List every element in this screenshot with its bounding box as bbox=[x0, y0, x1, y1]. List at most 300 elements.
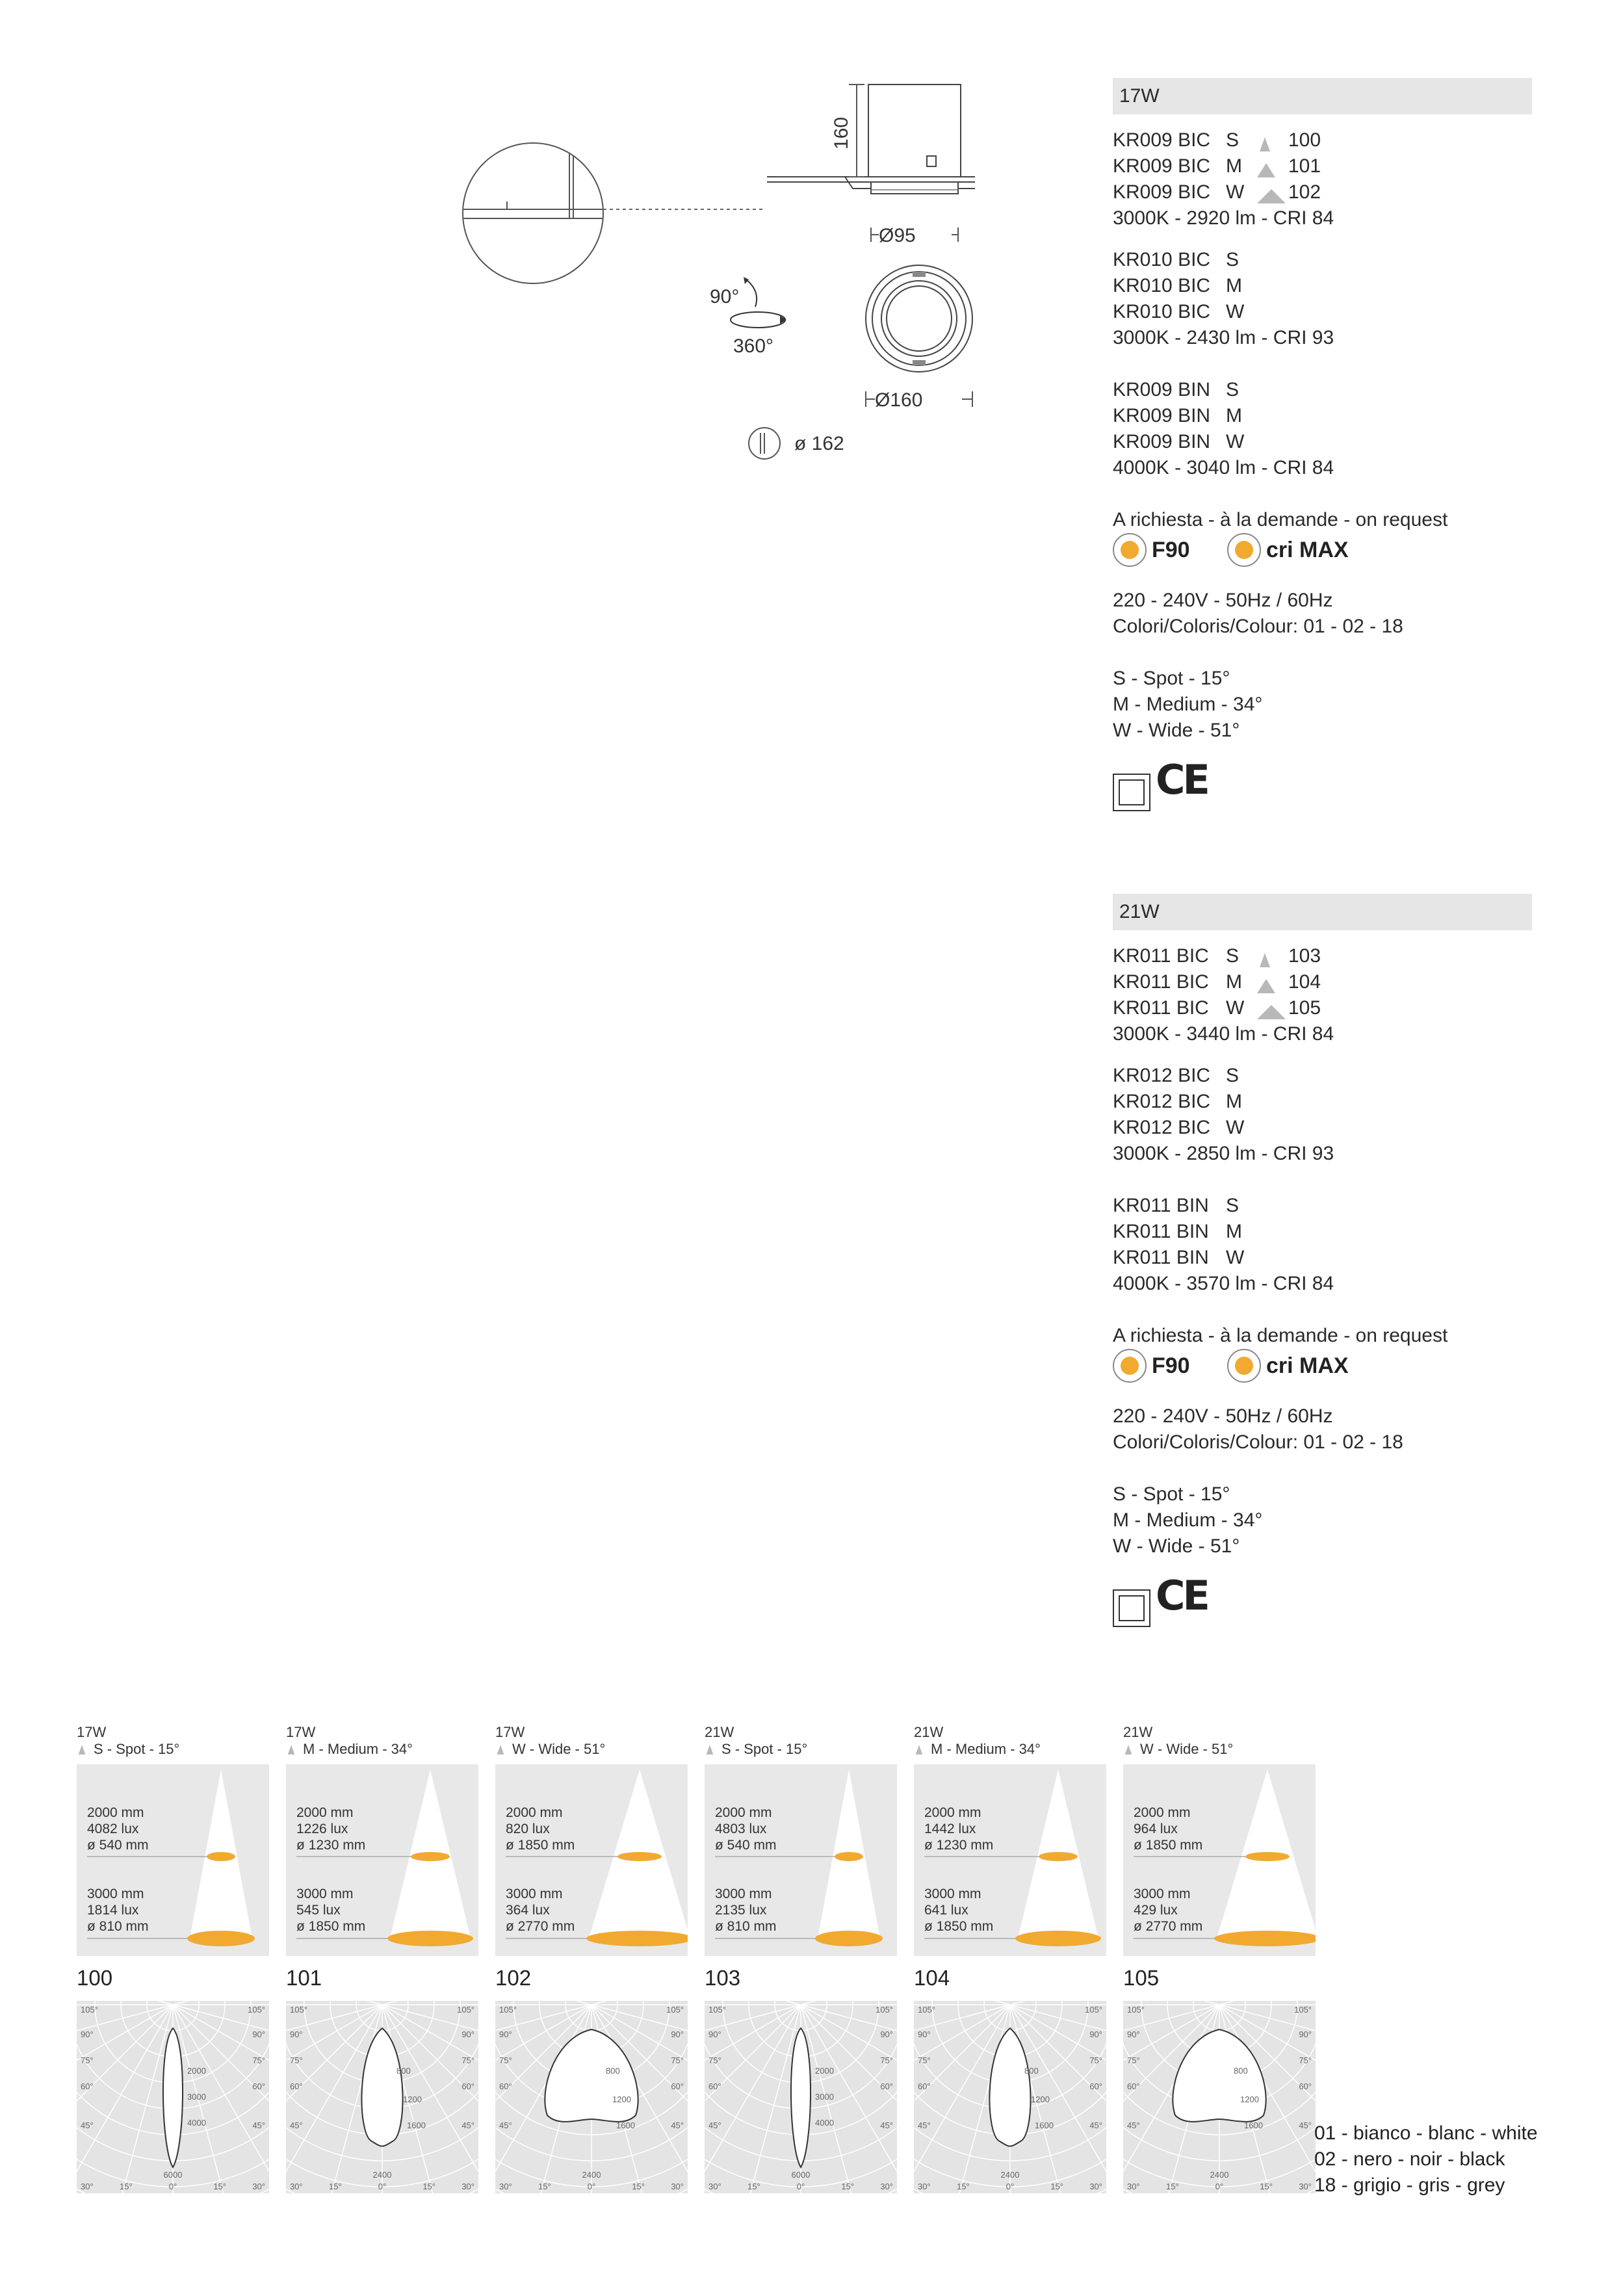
ring-label: 800 bbox=[396, 2066, 411, 2076]
polar-grid bbox=[286, 2001, 478, 2193]
distance-2000 bbox=[924, 1805, 993, 1853]
product-code-row bbox=[1113, 1115, 1532, 1141]
angle-label: 45° bbox=[671, 2120, 684, 2130]
beam-letter: S bbox=[1226, 1065, 1240, 1086]
ring-label: 1600 bbox=[616, 2120, 635, 2130]
angle-label: 105° bbox=[1294, 2005, 1312, 2015]
angle-label: 105° bbox=[666, 2005, 684, 2015]
light-spot bbox=[815, 1931, 883, 1946]
lumen-info: 3000K - 2430 lm - CRI 93 bbox=[1113, 327, 1334, 348]
ring-label: 2400 bbox=[582, 2170, 601, 2180]
angle-label: 45° bbox=[1299, 2120, 1312, 2130]
ring-label: 6000 bbox=[791, 2170, 811, 2180]
angle-label: 60° bbox=[708, 2081, 721, 2091]
product-code-row bbox=[1113, 1219, 1532, 1245]
polar-diagram bbox=[495, 2001, 688, 2193]
ce-mark-icon: CE bbox=[1156, 1572, 1208, 1619]
angle-label: 75° bbox=[671, 2055, 684, 2065]
angle-label: 45° bbox=[1089, 2120, 1102, 2130]
product-code-row bbox=[1113, 153, 1532, 179]
angle-label: 105° bbox=[918, 2005, 935, 2015]
angle-label: 15° bbox=[957, 2182, 970, 2191]
polar-grid bbox=[1123, 2001, 1316, 2193]
product-code: KR009 BIC bbox=[1113, 129, 1211, 151]
photometric-value: 3000 mm bbox=[924, 1886, 981, 1901]
option-dot-icon bbox=[1227, 1349, 1261, 1383]
ring-label: 3000 bbox=[187, 2092, 206, 2102]
product-code-row bbox=[1113, 1245, 1532, 1271]
photometric-value: ø 1230 mm bbox=[296, 1838, 366, 1853]
product-code: KR010 BIC bbox=[1113, 301, 1211, 322]
light-cone-panel bbox=[1123, 1764, 1316, 1956]
curve-code: 102 bbox=[495, 1966, 532, 1990]
photometric-value: ø 1850 mm bbox=[1134, 1838, 1203, 1853]
photometric-value: ø 1230 mm bbox=[924, 1838, 994, 1853]
beam-label: S - Spot - 15° bbox=[721, 1741, 808, 1757]
product-code-row bbox=[1113, 1089, 1532, 1115]
curve-ref: 102 bbox=[1288, 181, 1321, 203]
angle-label: 30° bbox=[290, 2182, 303, 2191]
beam-icon-wrap bbox=[286, 1742, 296, 1758]
angle-label: 105° bbox=[1127, 2005, 1145, 2015]
beam-letter: M bbox=[1226, 1091, 1242, 1112]
product-code-row bbox=[1113, 429, 1532, 455]
distance-3000 bbox=[296, 1886, 365, 1935]
photometric-value: 641 lux bbox=[924, 1903, 968, 1918]
column-beam bbox=[495, 1741, 688, 1758]
distance-3000 bbox=[506, 1886, 575, 1935]
photometric-value: 3000 mm bbox=[1134, 1886, 1191, 1901]
curve-code: 104 bbox=[914, 1966, 950, 1990]
ring-label: 2400 bbox=[1210, 2170, 1229, 2180]
distance-3000 bbox=[1134, 1886, 1202, 1935]
angle-label: 75° bbox=[499, 2055, 512, 2065]
photometry-column bbox=[705, 1724, 897, 2191]
polar-diagram bbox=[77, 2001, 269, 2193]
option-cri-max bbox=[1227, 1349, 1349, 1383]
product-code: KR012 BIC bbox=[1113, 1065, 1211, 1086]
ring-label: 2000 bbox=[187, 2066, 206, 2076]
product-code-row bbox=[1113, 127, 1532, 153]
photometric-value: 2000 mm bbox=[87, 1805, 144, 1820]
class-ii-icon bbox=[1113, 1589, 1150, 1627]
column-beam bbox=[914, 1741, 1106, 1758]
spacer bbox=[1113, 231, 1532, 247]
angle-label: 60° bbox=[671, 2081, 684, 2091]
polar-diagram bbox=[705, 2001, 897, 2193]
intensity-curve bbox=[791, 2028, 811, 2167]
angle-label: 15° bbox=[329, 2182, 342, 2191]
angle-label: 75° bbox=[252, 2055, 265, 2065]
colour-legend bbox=[1314, 2120, 1538, 2198]
ring-label: 1200 bbox=[1031, 2094, 1050, 2104]
distance-2000 bbox=[715, 1805, 777, 1853]
intensity-curve bbox=[163, 2028, 183, 2167]
photometry-column bbox=[914, 1724, 1106, 2191]
product-code-row bbox=[1113, 969, 1532, 995]
photometry-column bbox=[77, 1724, 269, 2191]
photometric-value: ø 2770 mm bbox=[1134, 1919, 1203, 1934]
ring-label: 1200 bbox=[403, 2094, 422, 2104]
angle-label: 30° bbox=[461, 2182, 474, 2191]
product-code: KR010 BIC bbox=[1113, 249, 1211, 270]
column-beam bbox=[705, 1741, 897, 1758]
spacer bbox=[1113, 1388, 1532, 1403]
curve-code: 100 bbox=[77, 1966, 113, 1990]
photometric-value: 1226 lux bbox=[296, 1821, 348, 1836]
light-cone-panel bbox=[705, 1764, 897, 1956]
option-dot-icon bbox=[1113, 533, 1147, 567]
photometric-value: 4803 lux bbox=[715, 1821, 767, 1836]
angle-label: 105° bbox=[499, 2005, 517, 2015]
angle-label: 45° bbox=[880, 2120, 893, 2130]
option-f90 bbox=[1113, 533, 1190, 567]
column-power: 21W bbox=[1123, 1724, 1153, 1740]
photometric-value: 820 lux bbox=[506, 1821, 550, 1836]
option-label: F90 bbox=[1152, 538, 1190, 562]
beam-letter: W bbox=[1226, 1117, 1245, 1138]
light-spot bbox=[187, 1931, 255, 1946]
column-power: 17W bbox=[495, 1724, 525, 1740]
photometry-column bbox=[286, 1724, 478, 2191]
lumen-info: 3000K - 3440 lm - CRI 84 bbox=[1113, 1023, 1334, 1045]
option-label: F90 bbox=[1152, 1353, 1190, 1378]
angle-label: 105° bbox=[290, 2005, 307, 2015]
ring-label: 4000 bbox=[815, 2118, 834, 2128]
photometric-value: ø 1850 mm bbox=[506, 1838, 575, 1853]
light-cone-panel bbox=[77, 1764, 269, 1956]
intensity-curve bbox=[361, 2028, 402, 2146]
angle-label: 60° bbox=[252, 2081, 265, 2091]
beam-label: S - Spot - 15° bbox=[94, 1741, 180, 1757]
column-power: 21W bbox=[914, 1724, 944, 1740]
beam-letter: M bbox=[1226, 971, 1242, 993]
angle-label: 90° bbox=[290, 2029, 303, 2039]
ring-label: 2400 bbox=[372, 2170, 392, 2180]
curve-code: 103 bbox=[705, 1966, 741, 1990]
option-cri-max bbox=[1227, 533, 1349, 567]
product-code-row bbox=[1113, 995, 1532, 1021]
angle-label: 90° bbox=[499, 2029, 512, 2039]
angle-label: 90° bbox=[1089, 2029, 1102, 2039]
product-code-row bbox=[1113, 377, 1532, 403]
light-cone-panel bbox=[914, 1764, 1106, 1956]
spacer bbox=[1113, 1047, 1532, 1063]
voltage: 220 - 240V - 50Hz / 60Hz bbox=[1113, 1405, 1333, 1427]
beam-letter: W bbox=[1226, 431, 1245, 452]
angle-label: 45° bbox=[918, 2120, 931, 2130]
ring-label: 1600 bbox=[1035, 2120, 1054, 2130]
curve-code: 101 bbox=[286, 1966, 322, 1990]
beam-letter: W bbox=[1226, 181, 1245, 203]
beam-letter: S bbox=[1226, 249, 1240, 270]
lumen-info: 3000K - 2850 lm - CRI 93 bbox=[1113, 1143, 1334, 1164]
angle-label: 90° bbox=[461, 2029, 474, 2039]
beam-triangle-icon bbox=[1257, 952, 1273, 967]
product-code-row bbox=[1113, 1063, 1532, 1089]
cutout-dimension: Ø95 bbox=[879, 225, 916, 246]
detail-circle bbox=[463, 143, 603, 283]
product-code: KR010 BIC bbox=[1113, 275, 1211, 296]
photometric-value: ø 2770 mm bbox=[506, 1919, 575, 1934]
spacer bbox=[1113, 481, 1532, 507]
product-code: KR011 BIN bbox=[1113, 1195, 1209, 1216]
angle-label: 75° bbox=[290, 2055, 303, 2065]
option-dot-fill bbox=[1235, 1357, 1253, 1375]
request-note: A richiesta - à la demande - on request bbox=[1113, 1325, 1448, 1346]
product-code: KR009 BIN bbox=[1113, 379, 1211, 400]
beam-triangle-icon bbox=[286, 1744, 296, 1755]
angle-label: 75° bbox=[1299, 2055, 1312, 2065]
options-row bbox=[1113, 1349, 1532, 1388]
request-note: A richiesta - à la demande - on request bbox=[1113, 509, 1448, 530]
column-power: 17W bbox=[286, 1724, 316, 1740]
photometric-value: 964 lux bbox=[1134, 1821, 1178, 1836]
certifications bbox=[1113, 756, 1532, 822]
option-f90 bbox=[1113, 1349, 1190, 1383]
beam-triangle-icon bbox=[914, 1744, 924, 1755]
angle-label: 45° bbox=[708, 2120, 721, 2130]
polar-diagram bbox=[286, 2001, 478, 2193]
ring-label: 800 bbox=[1024, 2066, 1039, 2076]
ring-label: 6000 bbox=[163, 2170, 183, 2180]
light-cone-panel bbox=[495, 1764, 688, 1956]
tilt-arrow-icon bbox=[746, 280, 757, 307]
beam-triangle-icon bbox=[1257, 978, 1275, 993]
angle-label: 90° bbox=[918, 2029, 931, 2039]
outer-dimension: Ø160 bbox=[875, 389, 923, 411]
photometric-value: ø 1850 mm bbox=[924, 1919, 994, 1934]
ring-label: 2000 bbox=[815, 2066, 834, 2076]
intensity-curve bbox=[989, 2028, 1030, 2146]
angle-label: 105° bbox=[876, 2005, 893, 2015]
photometric-value: ø 540 mm bbox=[715, 1838, 777, 1853]
beam-letter: M bbox=[1226, 275, 1242, 296]
angle-label: 45° bbox=[290, 2120, 303, 2130]
angle-label: 15° bbox=[1166, 2182, 1179, 2191]
photometric-value: ø 540 mm bbox=[87, 1838, 149, 1853]
light-cone-panel bbox=[286, 1764, 478, 1956]
column-power: 21W bbox=[705, 1724, 734, 1740]
photometric-value: 429 lux bbox=[1134, 1903, 1178, 1918]
height-dimension: 160 bbox=[831, 116, 852, 150]
beam-label: W - Wide - 51° bbox=[1140, 1741, 1234, 1757]
angle-label: 90° bbox=[1127, 2029, 1140, 2039]
product-code: KR009 BIN bbox=[1113, 405, 1211, 426]
beam-triangle-icon bbox=[1257, 136, 1273, 151]
hole-dimension: ø 162 bbox=[794, 433, 844, 454]
angle-label: 60° bbox=[918, 2081, 931, 2091]
angle-label: 90° bbox=[671, 2029, 684, 2039]
spacer bbox=[1113, 1455, 1532, 1481]
angle-label: 75° bbox=[1089, 2055, 1102, 2065]
light-spot bbox=[207, 1852, 235, 1861]
photometric-value: 3000 mm bbox=[296, 1886, 354, 1901]
column-beam bbox=[77, 1741, 269, 1758]
spec-block bbox=[1113, 894, 1532, 1637]
curve-ref: 105 bbox=[1288, 997, 1321, 1019]
photometry-column bbox=[1123, 1724, 1316, 2191]
product-code: KR009 BIN bbox=[1113, 431, 1211, 452]
light-spot bbox=[411, 1852, 450, 1861]
product-code-row bbox=[1113, 943, 1532, 969]
product-code-row bbox=[1113, 247, 1532, 273]
light-spot bbox=[387, 1931, 473, 1946]
distance-2000 bbox=[506, 1805, 575, 1853]
option-dot-icon bbox=[1227, 533, 1261, 567]
ring-label: 4000 bbox=[187, 2118, 206, 2128]
photometric-value: 2000 mm bbox=[1134, 1805, 1191, 1820]
beam-definition: M - Medium - 34° bbox=[1113, 1509, 1263, 1531]
angle-label: 0° bbox=[1006, 2182, 1015, 2191]
product-code: KR009 BIC bbox=[1113, 155, 1211, 177]
ring-label: 1200 bbox=[1240, 2094, 1259, 2104]
angle-label: 90° bbox=[708, 2029, 721, 2039]
distance-2000 bbox=[1134, 1805, 1202, 1853]
photometric-value: 3000 mm bbox=[506, 1886, 563, 1901]
product-code: KR012 BIC bbox=[1113, 1091, 1211, 1112]
light-spot bbox=[1039, 1852, 1078, 1861]
beam-icon-wrap bbox=[495, 1742, 506, 1758]
light-spot bbox=[1245, 1852, 1290, 1861]
colours: Colori/Coloris/Colour: 01 - 02 - 18 bbox=[1113, 1431, 1403, 1453]
legend-grey: 18 - grigio - gris - grey bbox=[1314, 2174, 1505, 2196]
beam-definition: W - Wide - 51° bbox=[1113, 720, 1240, 741]
beam-triangle-icon bbox=[77, 1744, 87, 1755]
ring-label: 1200 bbox=[612, 2094, 631, 2104]
polar-grid bbox=[705, 2001, 897, 2193]
angle-label: 60° bbox=[81, 2081, 94, 2091]
beam-letter: S bbox=[1226, 129, 1240, 151]
beam-letter: S bbox=[1226, 379, 1240, 400]
angle-label: 60° bbox=[1127, 2081, 1140, 2091]
product-code: KR011 BIC bbox=[1113, 945, 1209, 967]
distance-3000 bbox=[924, 1886, 993, 1935]
angle-label: 45° bbox=[1127, 2120, 1140, 2130]
spacer bbox=[1113, 1167, 1532, 1193]
angle-label: 105° bbox=[1085, 2005, 1102, 2015]
lumen-info: 4000K - 3040 lm - CRI 84 bbox=[1113, 457, 1334, 478]
angle-label: 75° bbox=[880, 2055, 893, 2065]
beam-label: M - Medium - 34° bbox=[303, 1741, 413, 1757]
ring-label: 800 bbox=[606, 2066, 620, 2076]
angle-label: 30° bbox=[252, 2182, 265, 2191]
polar-diagram bbox=[914, 2001, 1106, 2193]
beam-definition: M - Medium - 34° bbox=[1113, 694, 1263, 715]
rotation-arrow-icon bbox=[731, 312, 785, 328]
product-code: KR012 BIC bbox=[1113, 1117, 1211, 1138]
intensity-curve bbox=[545, 2029, 638, 2122]
ring-label: 1600 bbox=[407, 2120, 426, 2130]
intensity-curve bbox=[1173, 2029, 1266, 2122]
angle-label: 30° bbox=[499, 2182, 512, 2191]
angle-label: 15° bbox=[213, 2182, 226, 2191]
distance-2000 bbox=[296, 1805, 365, 1853]
angle-label: 30° bbox=[1089, 2182, 1102, 2191]
photometric-value: 1814 lux bbox=[87, 1903, 139, 1918]
class-ii-icon bbox=[1113, 774, 1150, 811]
angle-label: 45° bbox=[499, 2120, 512, 2130]
angle-label: 30° bbox=[1299, 2182, 1312, 2191]
angle-label: 45° bbox=[252, 2120, 265, 2130]
angle-label: 75° bbox=[708, 2055, 721, 2065]
beam-letter: W bbox=[1226, 1247, 1245, 1268]
photometry-column bbox=[495, 1724, 688, 2191]
angle-label: 0° bbox=[168, 2182, 177, 2191]
photometric-value: 2000 mm bbox=[715, 1805, 772, 1820]
beam-triangle-icon bbox=[1257, 1004, 1286, 1019]
beam-label: W - Wide - 51° bbox=[512, 1741, 606, 1757]
distance-3000 bbox=[715, 1886, 777, 1935]
beam-triangle-icon bbox=[705, 1744, 715, 1755]
legend-white: 01 - bianco - blanc - white bbox=[1314, 2122, 1538, 2144]
beam-letter: W bbox=[1226, 997, 1245, 1019]
angle-label: 15° bbox=[1260, 2182, 1273, 2191]
option-dot-fill bbox=[1121, 541, 1139, 559]
light-spot bbox=[1015, 1931, 1101, 1946]
column-power: 17W bbox=[77, 1724, 107, 1740]
beam-definition: S - Spot - 15° bbox=[1113, 1483, 1230, 1505]
colours: Colori/Coloris/Colour: 01 - 02 - 18 bbox=[1113, 616, 1403, 637]
option-dot-icon bbox=[1113, 1349, 1147, 1383]
angle-label: 30° bbox=[1127, 2182, 1140, 2191]
angle-label: 15° bbox=[1050, 2182, 1063, 2191]
beam-icon-wrap bbox=[914, 1742, 924, 1758]
photometric-value: 2000 mm bbox=[924, 1805, 981, 1820]
beam-icon-wrap bbox=[705, 1742, 715, 1758]
spec-header: 17W bbox=[1113, 78, 1532, 114]
angle-label: 75° bbox=[81, 2055, 94, 2065]
angle-label: 105° bbox=[248, 2005, 265, 2015]
spacer bbox=[1113, 572, 1532, 588]
beam-letter: S bbox=[1226, 1195, 1240, 1216]
curve-ref: 101 bbox=[1288, 155, 1321, 177]
photometric-value: 2135 lux bbox=[715, 1903, 767, 1918]
angle-label: 90° bbox=[1299, 2029, 1312, 2039]
option-dot-fill bbox=[1235, 541, 1253, 559]
photometric-value: 545 lux bbox=[296, 1903, 341, 1918]
angle-label: 15° bbox=[422, 2182, 435, 2191]
ring-label: 800 bbox=[1234, 2066, 1248, 2076]
column-beam bbox=[286, 1741, 478, 1758]
polar-grid bbox=[495, 2001, 688, 2193]
photometric-value: 3000 mm bbox=[87, 1886, 144, 1901]
product-code-row bbox=[1113, 299, 1532, 325]
angle-label: 90° bbox=[81, 2029, 94, 2039]
technical-drawing bbox=[455, 65, 988, 481]
product-code: KR009 BIC bbox=[1113, 181, 1211, 203]
product-code: KR011 BIC bbox=[1113, 997, 1209, 1019]
beam-definition: S - Spot - 15° bbox=[1113, 668, 1230, 689]
beam-icon-wrap bbox=[77, 1742, 87, 1758]
angle-label: 45° bbox=[81, 2120, 94, 2130]
product-code: KR011 BIN bbox=[1113, 1221, 1209, 1242]
beam-letter: M bbox=[1226, 155, 1242, 177]
photometric-value: 3000 mm bbox=[715, 1886, 772, 1901]
angle-label: 30° bbox=[671, 2182, 684, 2191]
angle-label: 60° bbox=[499, 2081, 512, 2091]
spacer bbox=[1113, 351, 1532, 377]
certifications bbox=[1113, 1572, 1532, 1637]
photometric-value: 1442 lux bbox=[924, 1821, 976, 1836]
curve-ref: 104 bbox=[1288, 971, 1321, 993]
angle-label: 75° bbox=[461, 2055, 474, 2065]
photometric-value: 2000 mm bbox=[296, 1805, 354, 1820]
spacer bbox=[1113, 1297, 1532, 1323]
distance-3000 bbox=[87, 1886, 149, 1935]
beam-letter: S bbox=[1226, 945, 1240, 967]
beam-label: M - Medium - 34° bbox=[931, 1741, 1041, 1757]
